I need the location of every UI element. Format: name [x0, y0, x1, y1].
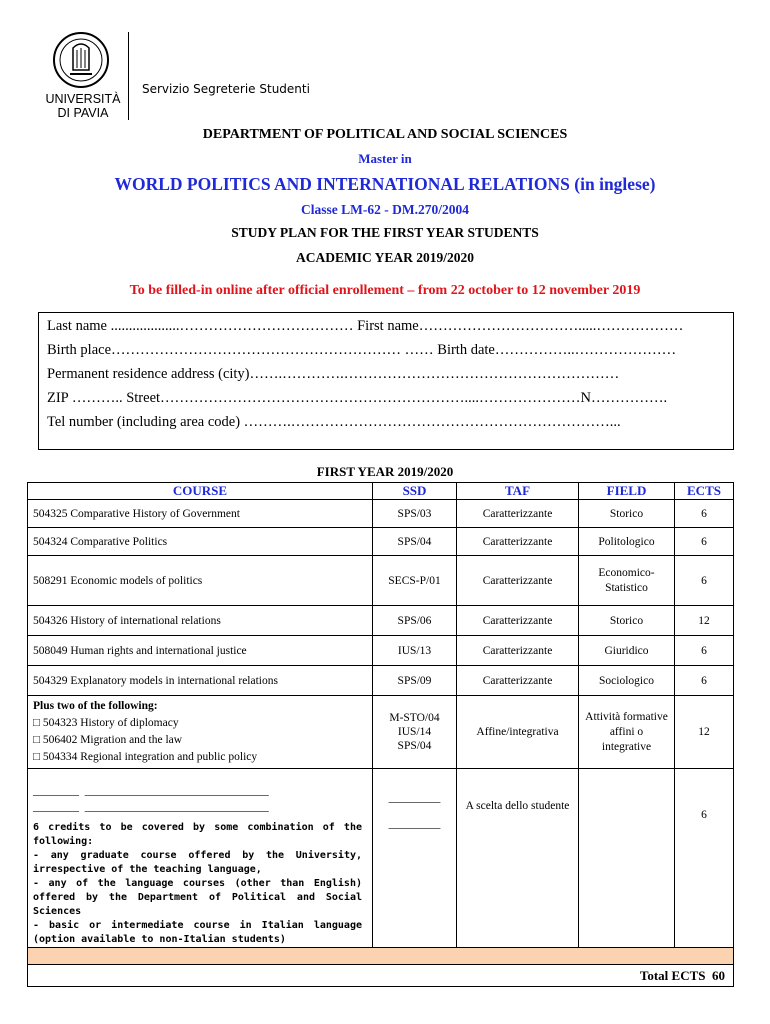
master-in: Master in — [358, 151, 412, 166]
taf-cell: Caratterizzante — [457, 528, 579, 556]
table-title: FIRST YEAR 2019/2020 — [316, 464, 454, 479]
table-row — [28, 556, 734, 606]
service-name: Servizio Segreterie Studenti — [142, 82, 310, 96]
ects-cell: 6 — [675, 636, 734, 666]
address-field[interactable]: ZIP ……….. Street………………………………………………………....…………………N……………. — [47, 390, 668, 406]
department-title: DEPARTMENT OF POLITICAL AND SOCIAL SCIENCES — [202, 127, 568, 142]
ssd-cell: SPS/09 — [373, 666, 457, 696]
choice-option[interactable]: □ 504323 History of diplomacy — [33, 717, 179, 729]
taf-cell: Caratterizzante — [457, 606, 579, 636]
ects-cell: 6 — [675, 528, 734, 556]
total-value: 60 — [712, 967, 725, 983]
field-cell: Economico-Statistico — [579, 556, 675, 606]
logo-divider — [128, 32, 129, 120]
personal-data-box — [38, 312, 734, 450]
course-cell: 504325 Comparative History of Government — [28, 500, 373, 528]
course-cell: 508291 Economic models of politics — [28, 556, 373, 606]
total-label: Total ECTS — [639, 967, 706, 983]
course-cell: 504324 Comparative Politics — [28, 528, 373, 556]
last-first-name-field[interactable]: Last name ...................……………………………… First name…………………………….....……………… — [47, 318, 684, 334]
checkbox-icon[interactable]: □ — [33, 717, 43, 729]
blank-course-line[interactable]: ________ ________________________________ — [33, 785, 269, 797]
highlight-cell — [28, 948, 734, 965]
free-choice-course-cell — [28, 769, 373, 948]
choice-taf-cell: Affine/integrativa — [457, 696, 579, 769]
free-choice-taf-cell: A scelta dello studente — [457, 769, 579, 948]
total-cell — [28, 965, 734, 987]
program-title: WORLD POLITICS AND INTERNATIONAL RELATIONS (in inglese) — [114, 174, 656, 194]
choice-ssd-cell: M-STO/04 IUS/14 SPS/04 — [373, 696, 457, 769]
ects-cell: 6 — [675, 556, 734, 606]
table-row — [28, 528, 734, 556]
taf-cell: Caratterizzante — [457, 556, 579, 606]
taf-cell: Caratterizzante — [457, 636, 579, 666]
residence-field[interactable]: Permanent residence address (city)…….………….………………………………………………… — [47, 366, 620, 382]
free-choice-ects-cell: 6 — [675, 769, 734, 948]
field-cell: Politologico — [579, 528, 675, 556]
choice-course-cell — [28, 696, 373, 769]
ects-cell: 6 — [675, 500, 734, 528]
field-cell: Sociologico — [579, 666, 675, 696]
classe-label: Classe LM-62 - DM.270/2004 — [301, 202, 469, 217]
academic-year: ACADEMIC YEAR 2019/2020 — [296, 250, 474, 265]
choice-heading: Plus two of the following: — [33, 700, 158, 712]
table-row — [28, 666, 734, 696]
free-choice-ssd-cell[interactable]: _________ _________ — [373, 769, 457, 948]
ssd-cell: SECS-P/01 — [373, 556, 457, 606]
ssd-cell: SPS/04 — [373, 528, 457, 556]
field-cell: Giuridico — [579, 636, 675, 666]
checkbox-icon[interactable]: □ — [33, 734, 43, 746]
university-name: UNIVERSITÀ DI PAVIA — [45, 92, 121, 120]
choice-option[interactable]: □ 506402 Migration and the law — [33, 734, 183, 746]
ects-cell: 12 — [675, 606, 734, 636]
header-ects: ECTS — [675, 483, 734, 500]
choice-field-cell: Attività formative affini o integrative — [579, 696, 675, 769]
blank-course-line[interactable]: ________ ________________________________ — [33, 801, 269, 813]
study-plan-table — [27, 482, 734, 987]
course-cell: 504326 History of international relations — [28, 606, 373, 636]
checkbox-icon[interactable]: □ — [33, 751, 43, 763]
course-cell: 504329 Explanatory models in international relations — [28, 666, 373, 696]
study-plan-title: STUDY PLAN FOR THE FIRST YEAR STUDENTS — [231, 225, 539, 240]
header-course: COURSE — [28, 483, 373, 500]
table-row — [28, 500, 734, 528]
table-row — [28, 606, 734, 636]
highlight-row — [28, 948, 734, 965]
choice-ects-cell: 12 — [675, 696, 734, 769]
free-choice-field-cell — [579, 769, 675, 948]
ssd-cell: IUS/13 — [373, 636, 457, 666]
field-cell: Storico — [579, 500, 675, 528]
header-field: FIELD — [579, 483, 675, 500]
table-row — [28, 636, 734, 666]
taf-cell: Caratterizzante — [457, 666, 579, 696]
choice-option[interactable]: □ 504334 Regional integration and public policy — [33, 751, 258, 763]
header-taf: TAF — [457, 483, 579, 500]
course-cell: 508049 Human rights and international justice — [28, 636, 373, 666]
enrollment-notice: To be filled-in online after official enrollement – from 22 october to 12 november 2019 — [129, 283, 641, 298]
free-choice-note: 6 credits to be covered by some combination of the following: - any graduate course offered by the University, irrespective of the teaching language, - any of the language courses (other than English) offered by the Department of Political and Social Sciences - basic or intermediate course in Italian language (option available to non-Italian students) — [33, 822, 362, 945]
table-header-row — [28, 483, 734, 500]
header-ssd: SSD — [373, 483, 457, 500]
field-cell: Storico — [579, 606, 675, 636]
phone-field[interactable]: Tel number (including area code) ……….…………………………………………………………... — [47, 414, 621, 430]
choice-row — [28, 696, 734, 769]
taf-cell: Caratterizzante — [457, 500, 579, 528]
total-row — [28, 965, 734, 987]
ssd-cell: SPS/06 — [373, 606, 457, 636]
ssd-cell: SPS/03 — [373, 500, 457, 528]
birth-field[interactable]: Birth place…………………………………………………… …… Birth date……………..………………… — [47, 342, 677, 358]
free-choice-row — [28, 769, 734, 948]
ects-cell: 6 — [675, 666, 734, 696]
